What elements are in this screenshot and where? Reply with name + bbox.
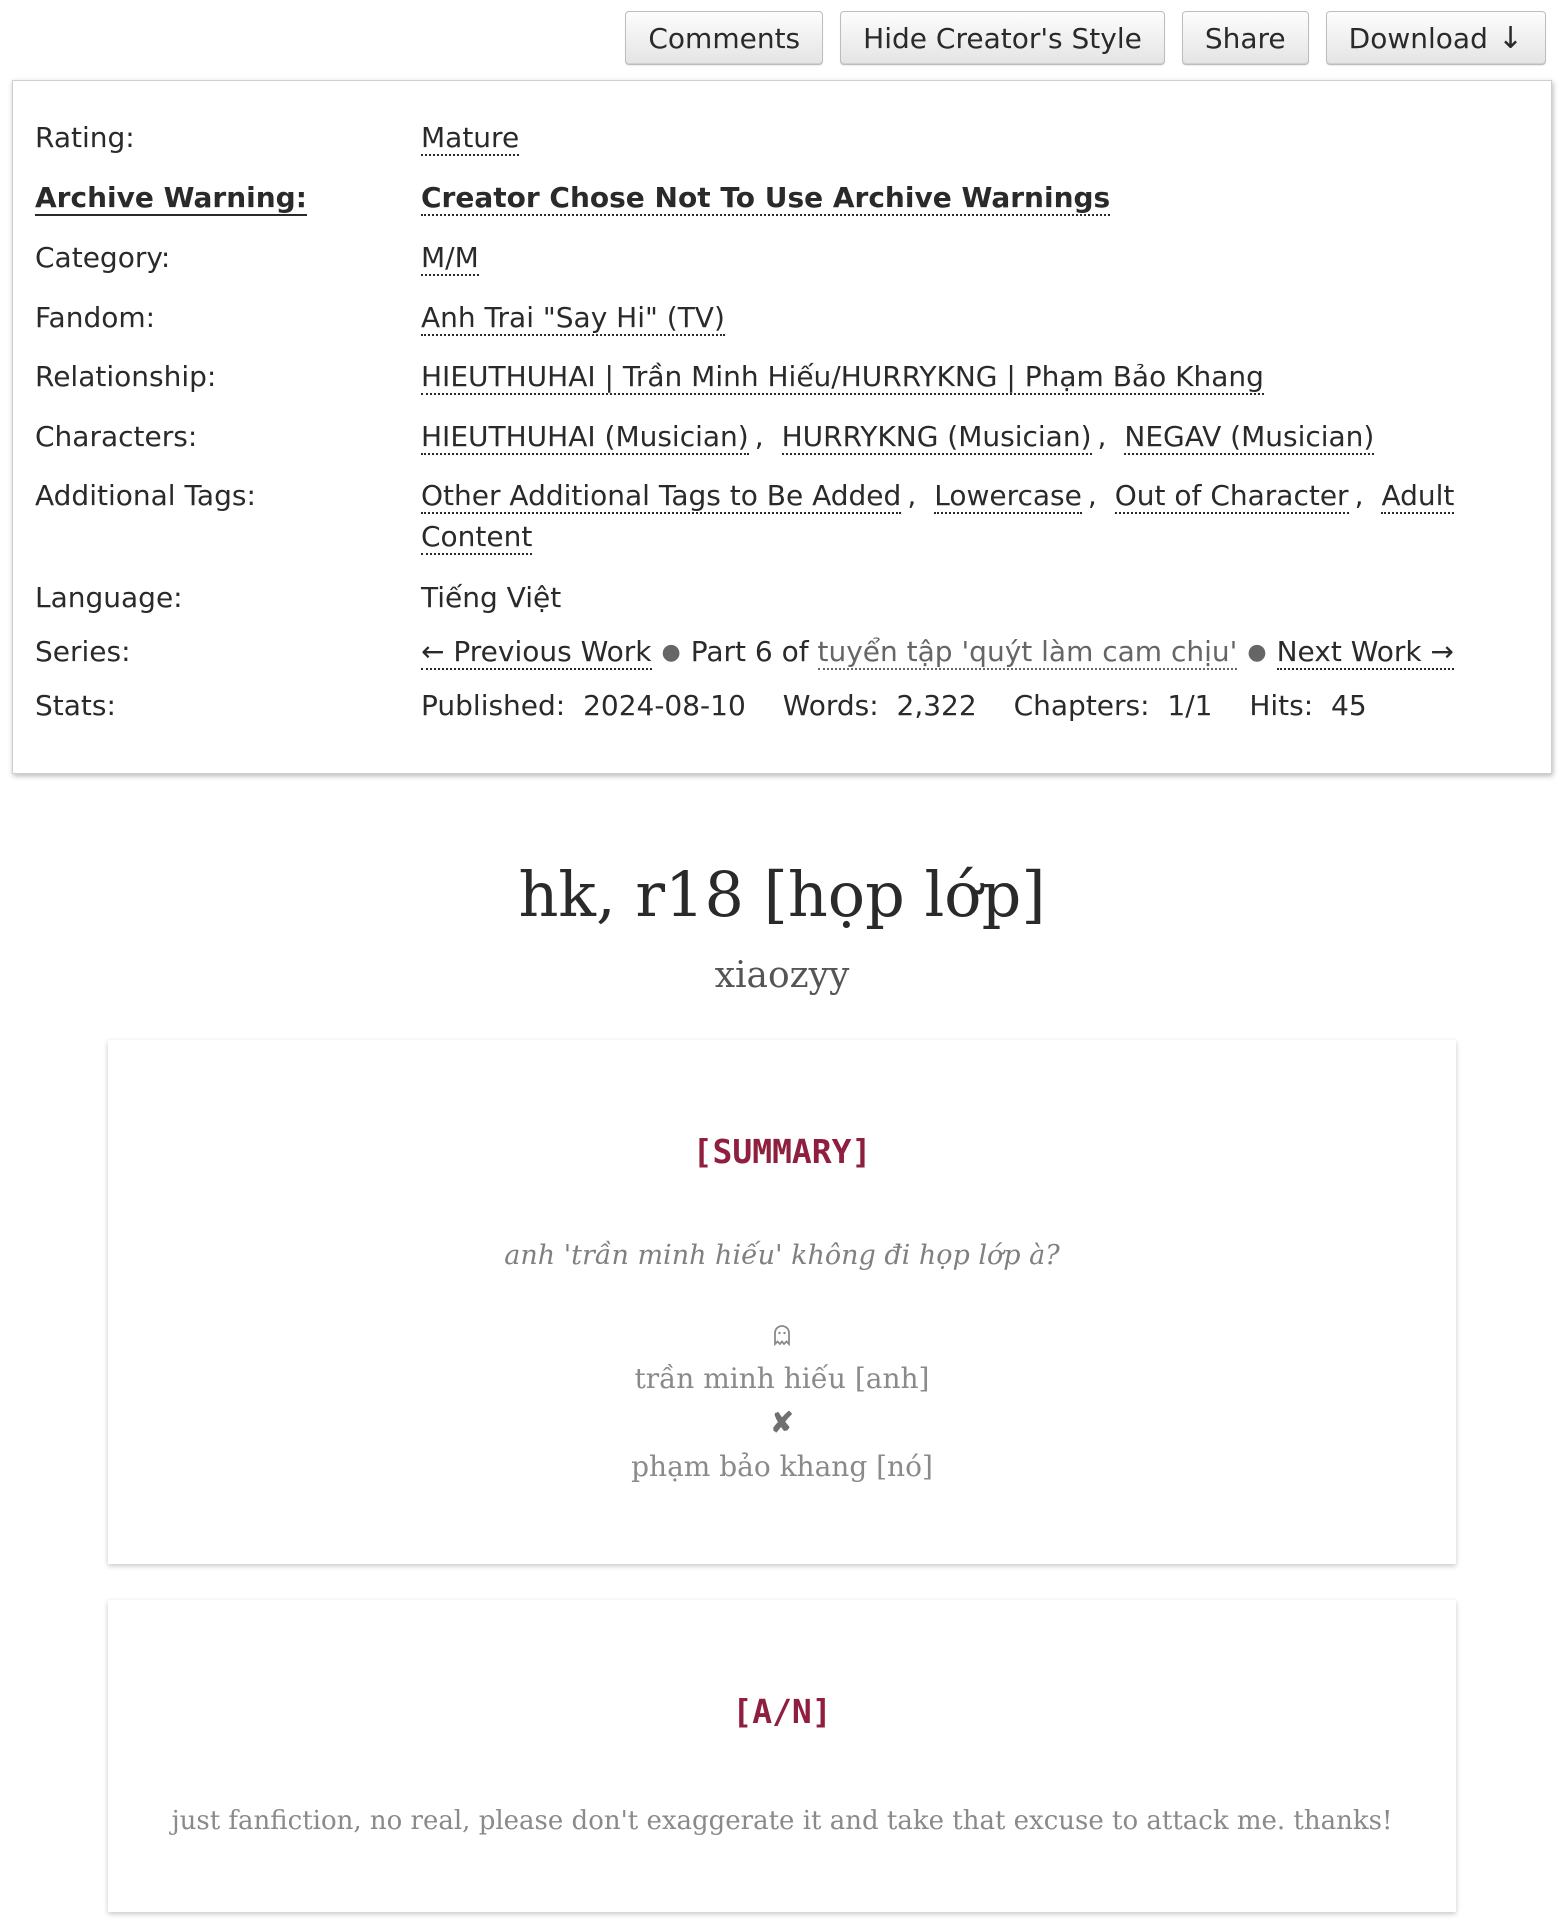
pairing-member-b: phạm bảo khang [nó] [631,1450,933,1483]
share-button[interactable] [1182,11,1309,65]
hits-value: 45 [1331,689,1367,722]
series-label: Series: [35,635,131,668]
freeform-tag[interactable]: Adult Content [421,479,1455,553]
summary-card [108,1040,1456,1564]
character-tag[interactable]: HURRYKNG (Musician) [781,420,1092,453]
stats-values [421,685,1481,726]
summary-text: anh 'trần minh hiếu' không đi họp lớp à? [504,1240,1060,1271]
share-button-label: Share [1204,21,1286,55]
series-link[interactable]: tuyển tập 'quýt làm cam chịu' [817,635,1238,668]
bullet-icon: ● [1247,640,1267,665]
character-tag[interactable]: NEGAV (Musician) [1124,420,1375,453]
work-meta: Rating: Mature Archive Warning: Creator Chose Not To Use Archive Warnings Category: M/M Fandom: Anh Trai "Say Hi" (TV) Relationship: HIEUTHUHAI | Trần Minh Hiếu/HURRYKNG | Phạm Bảo Khang Characters: HIEUTHUHAI (Musician) , HURRYKNG (Musician) , NEGAV (Musician) Additional Tags: Other Additional Tags to Be Added , Lowercase , Out of Character , Adult Content Language: Tiếng Việt Series: ← Previous Work ● Part 6 of tuyển tập 'quýt làm cam chịu' ● Next Work → Stats: Published: 2024-08-10 Words: 2,322 Chapters: 1/1 Hits: 45 [12,80,1552,774]
words-label: Words: [782,689,879,722]
fandom-tag[interactable]: Anh Trai "Say Hi" (TV) [421,301,725,334]
freeform-tag[interactable]: Other Additional Tags to Be Added [421,479,902,512]
chapters-label: Chapters: [1013,689,1150,722]
category-tag[interactable]: M/M [421,241,479,274]
warning-label[interactable]: Archive Warning: [35,181,307,214]
work-actions [625,11,1546,65]
download-button-label: Download [1348,21,1488,55]
comments-button-label: Comments [648,21,801,55]
characters-label: Characters: [35,420,198,453]
hide-creator-style-button[interactable] [840,11,1165,65]
category-label: Category: [35,241,171,274]
hits-label: Hits: [1249,689,1314,722]
stats-label: Stats: [35,689,116,722]
character-tag[interactable]: HIEUTHUHAI (Musician) [421,420,749,453]
relationship-label: Relationship: [35,360,217,393]
download-button[interactable] [1326,11,1546,65]
published-value: 2024-08-10 [583,689,746,722]
words-value: 2,322 [896,689,977,722]
series-part-text: Part 6 of [690,635,809,668]
bullet-icon: ● [661,640,681,665]
language-label: Language: [35,581,183,614]
freeform-tag[interactable]: Lowercase [934,479,1082,512]
chapters-value: 1/1 [1167,689,1213,722]
previous-work-link[interactable]: ← Previous Work [421,635,652,668]
published-label: Published: [421,689,566,722]
language-value: Tiếng Việt [421,581,562,614]
arrow-down-icon: ↓ [1497,20,1523,56]
work-author[interactable]: xiaozyy [714,955,850,996]
relationship-tag[interactable]: HIEUTHUHAI | Trần Minh Hiếu/HURRYKNG | Phạm Bảo Khang [421,360,1264,393]
next-work-link[interactable]: Next Work → [1276,635,1454,668]
notes-text: just fanfiction, no real, please don't exaggerate it and take that excuse to attack me. thanks! [171,1806,1393,1836]
ghost-icon [108,1322,1456,1347]
freeform-tag[interactable]: Out of Character [1114,479,1349,512]
rating-label: Rating: [35,121,135,154]
additional-tags-label: Additional Tags: [35,479,256,512]
work-title: hk, r18 [họp lớp] [518,858,1046,931]
rating-tag[interactable]: Mature [421,121,520,154]
cross-icon: ✘ [770,1406,794,1439]
fandom-label: Fandom: [35,301,156,334]
hide-style-label: Hide Creator's Style [863,21,1142,55]
summary-heading: [SUMMARY] [692,1132,872,1171]
comments-button[interactable] [625,11,823,65]
notes-heading: [A/N] [732,1692,832,1731]
notes-card [108,1600,1456,1912]
pairing-member-a: trần minh hiếu [anh] [634,1362,930,1395]
warning-tag[interactable]: Creator Chose Not To Use Archive Warnings [421,181,1111,214]
